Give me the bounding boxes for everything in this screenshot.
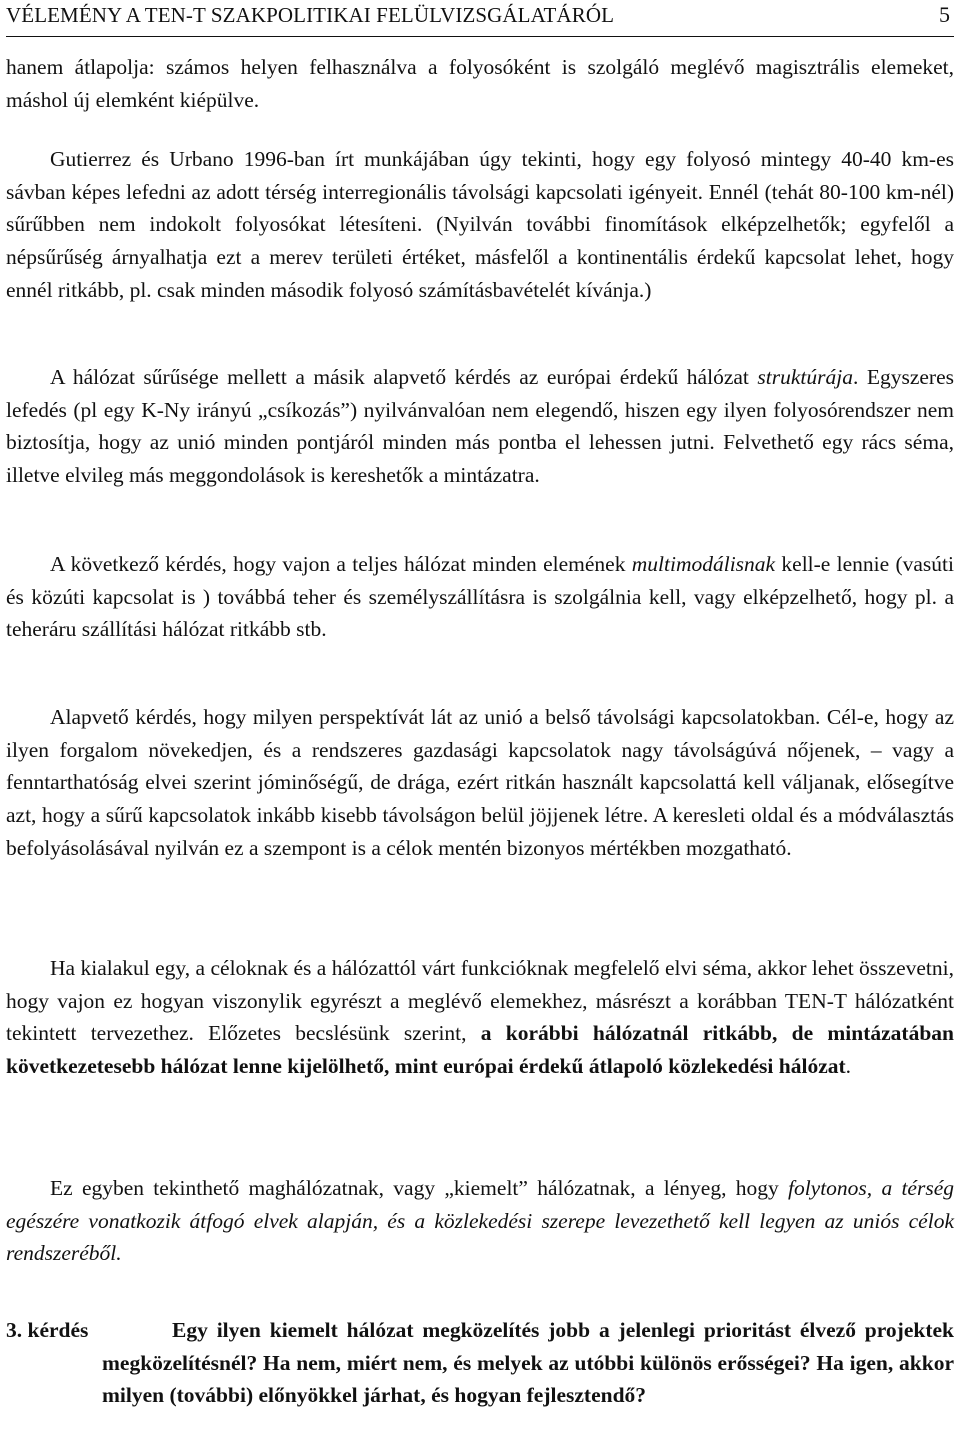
paragraph-multimodal — [6, 548, 954, 646]
paragraph-core-network — [6, 1172, 954, 1270]
question-label: 3. kérdés — [6, 1318, 89, 1342]
text-segment: A hálózat sűrűsége mellett a másik alapvető kérdés az európai érdekű hálózat — [50, 365, 758, 389]
text-segment: . — [845, 1054, 852, 1079]
emphasis-structure: struktúrája — [757, 365, 853, 389]
emphasis-core-network: folytonos, a térség egészére vonatkozik átfogó elvek alapján, és a közlekedési szerepe levezethető kell legyen az uniós célok rendszeréből. — [6, 1176, 954, 1266]
text-segment: Ha kialakul egy, a céloknak és a hálózattól várt funkcióknak megfelelő elvi séma, akkor lehet összevetni, hogy vajon ez hogyan viszonylik egyrészt a meglévő elemekhez, másrészt a korábban TEN-T hálózatként tekintett tervezethez. Előzetes becslésünk szerint, — [6, 956, 954, 1046]
text-segment: Ez egyben tekinthető maghálózatnak, vagy „kiemelt” hálózatnak, a lényeg, hogy — [50, 1176, 788, 1200]
paragraph-perspective: Alapvető kérdés, hogy milyen perspektívát lát az unió a belső távolsági kapcsolatokban. Cél-e, hogy az ilyen forgalom növekedjen, és a rendszeres gazdasági kapcsolatok nagy távolságúvá nőjenek, – vagy a fenntarthatóság elvei szerint jóminőségű, de drága, ezért ritkán használt kapcsolattá kell váljanak, elősegítve azt, hogy a sűrű kapcsolatok inkább kisebb távolságon belül jöjjenek létre. A keresleti oldal és a módválasztás befolyásolásával nyilván ez a szempont is a célok mentén bizonyos mértékben mozgatható. — [6, 705, 954, 860]
running-title: VÉLEMÉNY A TEN-T SZAKPOLITIKAI FELÜLVIZSGÁLATÁRÓL — [6, 3, 615, 27]
page-number: 5 — [939, 2, 950, 27]
page-header — [6, 0, 954, 37]
emphasis-multimodal: multimodálisnak — [631, 552, 776, 576]
text-segment: A következő kérdés, hogy vajon a teljes hálózat minden elemének — [50, 552, 632, 576]
question-text: Egy ilyen kiemelt hálózat megközelítés jobb a jelenlegi prioritást élvező projektek megközelítésnél? Ha nem, miért nem, és melyek az utóbbi különös erősségei? Ha igen, akkor milyen (további) előnyökkel járhat, és hogyan fejlesztendő? — [102, 1318, 954, 1408]
paragraph-network-structure — [6, 361, 954, 492]
text-segment: kell-e lennie (vasúti és közúti kapcsolat is ) továbbá teher és személyszállításra is szolgálnia kell, vagy elképzelhető, hogy pl. a teheráru szállítási hálózat ritkább stb. — [6, 552, 954, 642]
paragraph-continuation: hanem átlapolja: számos helyen felhasználva a folyosóként is szolgáló meglévő magisztrális elemeket, máshol új elemként kiépülve. — [6, 55, 954, 112]
paragraph-scheme — [6, 952, 954, 1083]
bold-conclusion: a korábbi hálózatnál ritkább, de mintázatában következetesebb hálózat lenne kijelölhető, mint európai érdekű átlapoló közlekedési hálózat — [6, 1021, 954, 1079]
paragraph-gutierrez: Gutierrez és Urbano 1996-ban írt munkájában úgy tekinti, hogy egy folyosó mintegy 40-40 km-es sávban képes lefedni az adott térség interregionális távolsági kapcsolati igényeit. Ennél (tehát 80-100 km-nél) sűrűbben nem indokolt folyosókat létesíteni. (Nyilván további finomítások elképzelhetők; egyfelől a népsűrűség árnyalhatja ezt a merev területi értéket, másfelől a kontinentális érdekű kapcsolat lehet, hogy ennél ritkább, pl. csak minden második folyosó számításbavételét kívánja.) — [6, 147, 954, 302]
text-segment: . Egyszeres lefedés (pl egy K-Ny irányú „csíkozás”) nyilvánvalóan nem elegendő, hiszen egy ilyen folyosórendszer nem biztosítja, hogy az unió minden pontjáról minden más pontba el lehessen jutni. Felvethető egy rács séma, illetve elvileg más meggondolások is kereshetők a mintázatra. — [6, 365, 955, 488]
